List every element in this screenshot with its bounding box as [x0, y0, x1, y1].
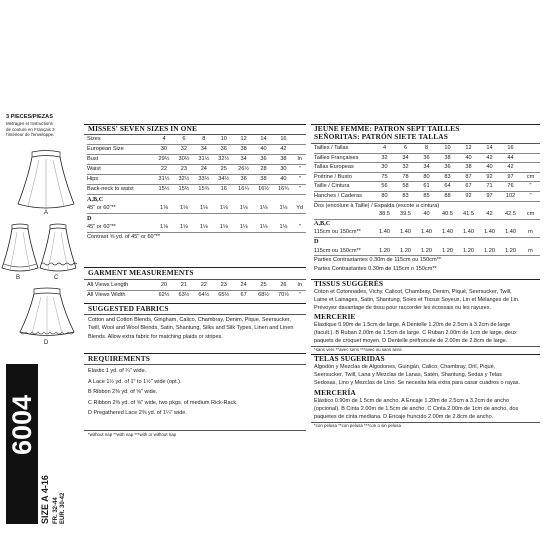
- jeune-contrast-es-row: Partes Contrastantes 0.30m de 115cm o 150cm**: [314, 265, 437, 272]
- jeune-meterage-row: 115cm ou 150cm** 1.20 1.20 1.20 1.20 1.20 1.20 1.20 m: [314, 247, 540, 256]
- mercerie-line: paquets de croquet moyen. D Dentelle préfroncée de 2.00m de 2.8cm de large.: [314, 338, 508, 344]
- fabrics-heading-rule: [84, 314, 306, 315]
- mercerie-line: (facult.). B Ruban 2.00m de 1.5cm de large. C Ruban 2.00m de 1cm de large, deux: [314, 330, 517, 336]
- misses-footnote-rule: [84, 430, 306, 431]
- view-b-label: B: [16, 275, 21, 281]
- misses-yardage-row: 45" or 60"** 1⅛ 1⅛ 1⅛ 1⅛ 1⅛ 1⅛ 1⅛ Yd: [87, 204, 306, 214]
- merceria-line: Elástico 0.90m de 1.5cm de ancho. A Encaje 1.20m de 2.5cm a 3.2cm de ancho: [314, 398, 510, 404]
- requirements-line: D Pregathered Lace 2⅜ yd. of 1¼" wide.: [88, 410, 187, 417]
- fabrics-line: Blends. Allow extra fabric for matching plaids or stripes.: [88, 333, 223, 340]
- pattern-size-fr: FR. 32-44: [53, 497, 59, 524]
- misses-size-table: [87, 135, 306, 242]
- pieces-info: [6, 114, 66, 138]
- jeune-row: Taille / Cintura 56 58 61 64 67 71 76 ": [314, 182, 540, 192]
- merceria-heading: MERCERÍA: [314, 388, 356, 397]
- jeune-dos-values-row: 38.5 39.5 40 40.5 41.5 42 42.5 cm: [314, 210, 540, 219]
- tissus-line: Laine et Lainages, Satin, Shantung, Soies et Tissus Soyeux, Lin et Mélanges de Lin.: [314, 297, 520, 303]
- tissus-heading: TISSUS SUGGÉRÉS: [314, 279, 384, 288]
- tissus-line: Prévoyez davantage de tissu pour raccorder les écossais ou les rayures.: [314, 305, 492, 311]
- misses-row: Hips 31½ 32½ 33½ 34½ 36 38 40 ": [87, 175, 306, 185]
- requirements-line: Elastic 1 yd. of ¼" wide.: [88, 368, 147, 374]
- pattern-number: 6004: [7, 394, 37, 456]
- garment-heading: GARMENT MEASUREMENTS: [88, 268, 194, 277]
- tissus-line: Coton et Cotonnades, Vichy, Calicot, Chambray, Denim, Piqué, Seersucker, Twill,: [314, 289, 512, 295]
- requirements-line: B Ribbon 2⅜ yd. of ⅝" wide.: [88, 389, 158, 396]
- fabrics-heading: SUGGESTED FABRICS: [88, 304, 169, 313]
- skirt-view-d-drawing: [14, 286, 80, 344]
- pattern-size-fr-eur: [53, 364, 65, 524]
- view-c-label: C: [54, 275, 59, 281]
- pattern-number-block: [6, 364, 38, 524]
- fabrics-text: [88, 316, 293, 341]
- misses-heading: MISSES' SEVEN SIZES IN ONE: [88, 124, 197, 133]
- fabrics-line: Twill, Wool and Wool Blends, Satin, Shantung, Silks and Silk Types, Linen and Linen: [88, 325, 294, 332]
- fabrics-line: Cotton and Cotton Blends, Gingham, Calico, Chambray, Denim, Pique, Seersucker,: [88, 317, 291, 323]
- jeune-row: Tallas Europeas 30 32 34 36 38 40 42: [314, 163, 540, 173]
- skirt-view-a-drawing: [14, 148, 78, 214]
- jeune-row: Hanches / Caderas 80 83 85 88 92 97 102 ": [314, 191, 540, 201]
- telas-text: [314, 363, 520, 387]
- misses-yardage-row: 45" or 60"** 1⅛ 1⅛ 1⅛ 1⅛ 1⅛ 1⅛ 1⅛ ": [87, 223, 306, 233]
- jeune-row: Poitrine / Busto 75 78 80 83 87 92 97 cm: [314, 172, 540, 182]
- jeune-heading-fr: JEUNE FEMME: PATRON SEPT TAILLES: [314, 124, 460, 133]
- jeune-contrast-fr-row: Parties Contrastantes 0.30m de 115cm ou 150cm**: [314, 257, 442, 264]
- requirements-line: A Lace 1½ yd. of 1" to 1½" wide (opt.).: [88, 378, 182, 385]
- skirt-view-c-drawing: [38, 222, 78, 278]
- garment-row: All Views Width 62½ 63½ 64½ 65½ 67 68½ 70½ ": [87, 292, 301, 298]
- requirements-text: [88, 366, 238, 419]
- merceria-footnote: *con pelusa **con pelusa ***con o sin pelusa: [314, 423, 401, 428]
- requirements-line: C Ribbon 2⅜ yd. of ⅝" wide, two pkgs. of medium Rick-Rack.: [88, 399, 238, 406]
- jeune-row: Tailles / Tallas 4 6 8 10 12 14 16: [314, 144, 540, 153]
- pieces-line-2: de couture en Français 3: [6, 126, 55, 132]
- mercerie-footnote: *sans vers **avec sens ***avec ou sans sens: [314, 347, 402, 352]
- misses-row: Bust 29½ 30½ 31½ 32½ 34 36 38 In: [87, 155, 306, 165]
- misses-footnote: *without nap **with nap ***with or without nap: [88, 432, 177, 437]
- garment-row: All Views Length 20 21 22 23 24 25 26 In: [87, 281, 306, 291]
- view-a-label: A: [44, 210, 49, 216]
- telas-line: Seersucker, Twill, Lana y Mezclas de Lanas, Satén, Shantung, Sedas y Telas: [314, 372, 502, 378]
- pattern-size-block: [40, 364, 52, 524]
- misses-contrast-row: Contrast ⅝ yd. of 45" or 60"**: [87, 234, 161, 240]
- jeune-d-label-row: D: [314, 237, 319, 245]
- skirt-view-b-drawing: [0, 222, 40, 278]
- jeune-meterage-row: 115cm ou 150cm** 1.40 1.40 1.40 1.40 1.40 1.40 1.40 m: [314, 228, 540, 237]
- mercerie-line: Élastique 0.90m de 1.5cm de large. A Dentelle 1.20m de 2.5cm à 3.2cm de large: [314, 322, 511, 328]
- pattern-size-eur: EUR. 30-42: [60, 492, 66, 524]
- telas-line: Algodón y Mezclas de Algodones, Guingán, Calico, Chambray, Dril, Piqué,: [314, 364, 496, 370]
- pattern-size: SIZE A 4-16: [40, 475, 50, 524]
- pieces-title: 3 PIECES/PIEZAS: [6, 114, 53, 120]
- pieces-line-3: l'intérieur de l'enveloppe.: [6, 132, 55, 138]
- view-d-label: D: [44, 340, 49, 346]
- telas-line: Sedosas, Lino y Mezclas de Lino. Se necesita tela extra para casar cuadros o rayas.: [314, 380, 521, 386]
- jeune-row: Tailles Françaises 32 34 36 38 40 42 44: [314, 153, 540, 163]
- misses-row: European Size 30 32 34 36 38 40 42: [87, 145, 306, 155]
- mercerie-text: [314, 321, 517, 345]
- jeune-heading-es: SEÑORITAS: PATRÓN SIETE TALLAS: [314, 132, 448, 141]
- mercerie-heading: MERCERIE: [314, 312, 356, 321]
- merceria-line: (opcional). B Cinta 2.00m de 1.5cm de ancho. C Cinta 2.00m de 1cm de ancho, dos: [314, 406, 519, 412]
- telas-heading: TELAS SUGERIDAS: [314, 354, 385, 363]
- requirements-heading: REQUIREMENTS: [88, 354, 150, 363]
- merceria-line: paquetes de cinta mediana. D Encaje fruncido 2.00m de 2.8cm de ancho.: [314, 414, 494, 420]
- misses-row: Sizes 4 6 8 10 12 14 16: [87, 135, 306, 145]
- tissus-text: [314, 288, 519, 312]
- requirements-heading-rule: [84, 364, 306, 365]
- jeune-abc-label-row: A,B,C: [314, 219, 331, 227]
- pieces-line-1: Métrages et Instructions: [6, 121, 53, 126]
- jeune-size-table: [314, 144, 540, 273]
- misses-d-label-row: D: [87, 215, 92, 222]
- misses-row: Waist 22 23 24 25 26½ 28 30 ": [87, 165, 306, 175]
- misses-abc-label-row: A,B,C: [87, 196, 104, 203]
- merceria-text: [314, 397, 518, 421]
- jeune-dos-label-row: Dos (encolure à Taille) / Espalda (escote a cintura): [314, 202, 440, 209]
- garment-heading-rule: [84, 279, 306, 280]
- garment-table: [87, 281, 306, 300]
- misses-row: Back-neck to waist 15½ 15½ 15¾ 16 16¼ 16½ 16¾ ": [87, 185, 306, 195]
